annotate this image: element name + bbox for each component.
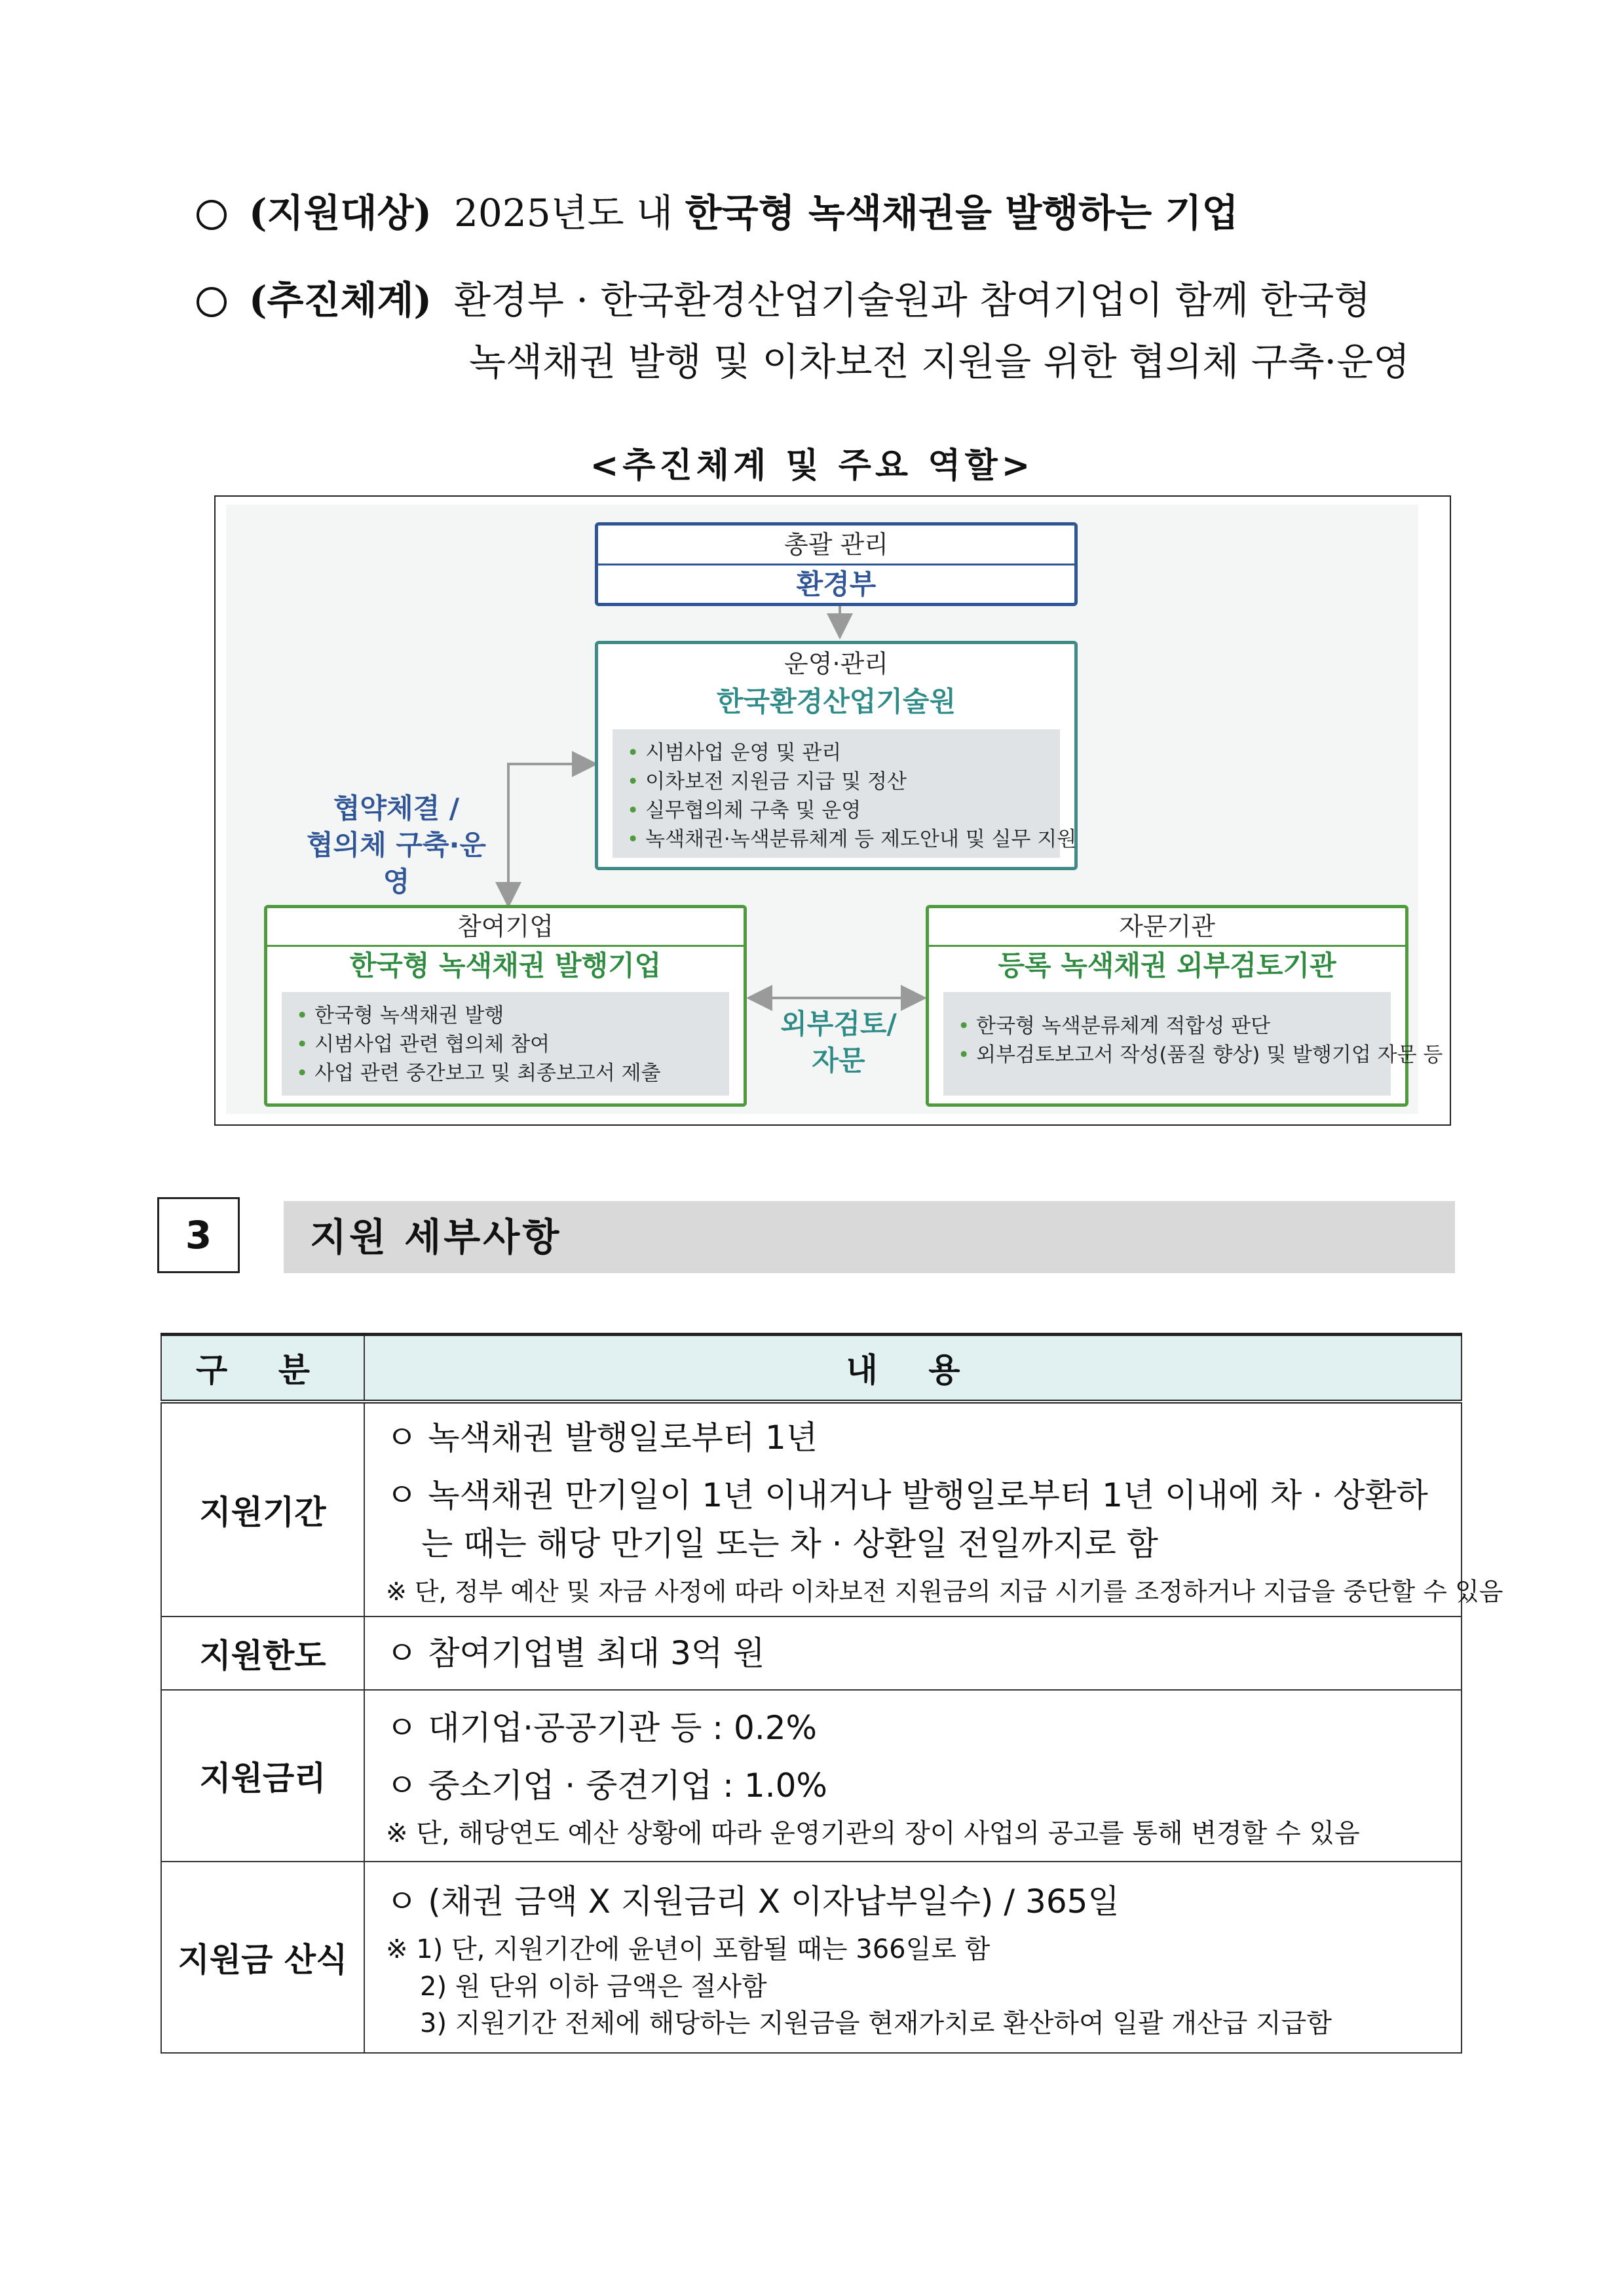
bullet-continuation: 녹색채권 발행 및 이차보전 지원을 위한 협의체 구축·운영 [469,339,1410,384]
role-item: • 사업 관련 중간보고 및 최종보고서 제출 [296,1059,715,1088]
bullet-bold-text: 한국형 녹색채권을 발행하는 기업 [685,191,1239,235]
row-content [364,1862,1462,2053]
content-note: ※ 1) 단, 지원기간에 윤년이 포함될 때는 366일로 함 [386,1934,991,1964]
content-item: ㅇ 중소기업 · 중견기업 : 1.0% [386,1766,827,1805]
bullet-system [197,274,1370,326]
row-label: 지원한도 [161,1617,364,1690]
role-item: • 이차보전 지원금 지급 및 정산 [627,767,1046,796]
circle-bullet-icon [197,287,227,317]
content-item: ㅇ 대기업·공공기관 등 : 0.2% [386,1708,818,1747]
table-row [161,1690,1462,1862]
content-item: ㅇ 녹색채권 만기일이 1년 이내거나 발행일로부터 1년 이내에 차 · 상환하는 때는 해당 만기일 또는 차 · 상환일 전일까지로 함 [386,1476,1428,1563]
role-item: • 실무협의체 구축 및 운영 [627,796,1046,825]
header-category: 구 분 [161,1335,364,1402]
content-item: ㅇ (채권 금액 X 지원금리 X 이자납부일수) / 365일 [386,1882,1120,1921]
label-line: 외부검토/ [780,1008,897,1040]
box-role-list [613,729,1077,858]
bullet-tag: (추진체계) [249,278,432,322]
label-line: 협의체 구축·운영 [306,829,486,898]
role-item: • 한국형 녹색채권 발행 [296,1001,715,1030]
label-review [763,1006,914,1079]
content-note: 3) 지원기간 전체에 해당하는 지원금을 현재가치로 환산하여 일괄 개산급 지급함 [420,2008,1332,2038]
content-item: ㅇ 녹색채권 발행일로부터 1년 [386,1418,818,1457]
role-item: • 시범사업 관련 협의체 참여 [296,1030,715,1059]
support-detail-table [161,1333,1503,2054]
bullet-text: 환경부 · 한국환경산업기술원과 참여기업이 함께 한국형 [454,278,1371,322]
box-head: 자문기관 [1119,912,1215,941]
header-content: 내 용 [364,1335,1462,1402]
box-head: 총괄 관리 [784,530,888,559]
row-label: 지원금 산식 [161,1862,364,2053]
box-name: 한국형 녹색채권 발행기업 [349,949,662,982]
table-header-row [161,1335,1462,1402]
content-note: 2) 원 단위 이하 금액은 절사함 [420,1971,767,2002]
table-row [161,1402,1462,1617]
box-advisor [926,905,1443,1107]
box-name: 한국환경산업기술원 [716,685,956,718]
label-agreement [298,790,495,900]
content-item: ㅇ 참여기업별 최대 3억 원 [386,1634,765,1672]
box-role-list [943,992,1443,1096]
content-note: ※ 단, 정부 예산 및 자금 사정에 따라 이차보전 지원금의 지급 시기를 조정하거나 지급을 중단할 수 있음 [386,1577,1503,1606]
label-line: 협약체결 / [333,792,460,824]
bullet-text: 2025년도 내 [454,191,685,235]
table-row [161,1617,1462,1690]
box-institute [595,641,1078,870]
bullet-target [197,187,1239,239]
section-number: 3 [157,1197,240,1273]
role-item: • 외부검토보고서 작성(품질 향상) 및 발행기업 자문 등 [958,1041,1376,1069]
row-label: 지원금리 [161,1690,364,1862]
row-content [364,1402,1503,1617]
label-line: 자문 [812,1044,865,1077]
box-head: 참여기업 [457,912,554,941]
box-name: 등록 녹색채권 외부검토기관 [998,949,1336,982]
table-row [161,1862,1462,2053]
box-role-list [282,992,729,1096]
box-name: 환경부 [796,568,877,600]
box-ministry [595,522,1078,606]
section-title: 지원 세부사항 [310,1215,562,1259]
bullet-tag: (지원대상) [249,191,432,235]
content-note: ※ 단, 해당연도 예산 상황에 따라 운영기관의 장이 사업의 공고를 통해 변경할 수 있음 [386,1818,1360,1848]
role-item: • 시범사업 운영 및 관리 [627,738,1046,767]
row-content [364,1617,1462,1690]
box-head: 운영·관리 [784,649,888,678]
row-label: 지원기간 [161,1402,364,1617]
diagram-caption: <추진체계 및 주요 역할> [590,446,1034,486]
role-item: • 한국형 녹색분류체계 적합성 판단 [958,1012,1376,1041]
box-participant [264,905,747,1107]
row-content [364,1690,1462,1862]
circle-bullet-icon [197,200,227,230]
role-item: • 녹색채권·녹색분류체계 등 제도안내 및 실무 지원 [627,825,1046,854]
